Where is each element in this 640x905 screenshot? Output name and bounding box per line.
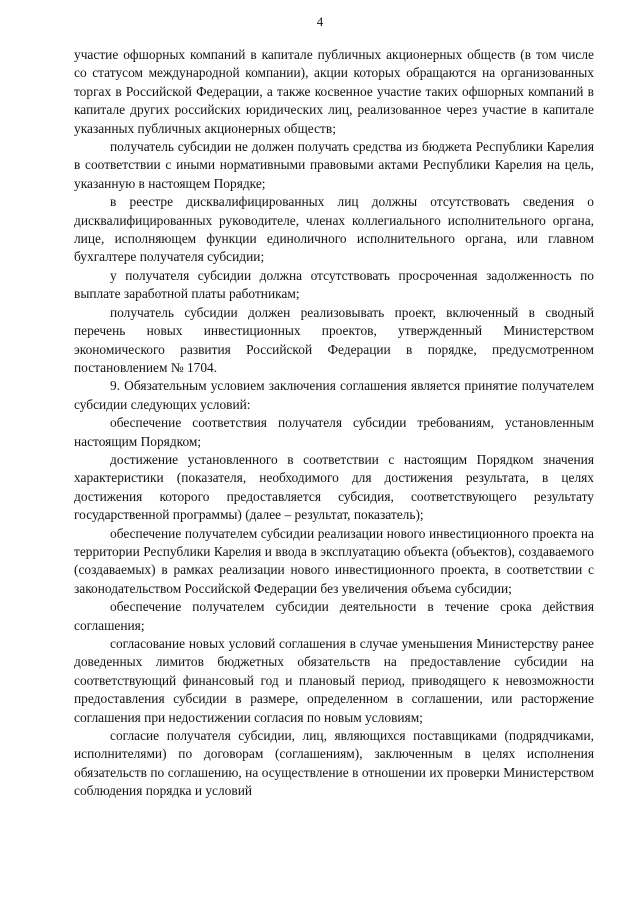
paragraph-no-wage-arrears: у получателя субсидии должна отсутствовать просроченная задолженность по выплате заработной платы работникам; (74, 267, 594, 302)
paragraph-new-conditions: согласование новых условий соглашения в случае уменьшения Министерству ранее доведенных лимитов бюджетных обязательств на предоставление субсидии на соответствующий финансовый год и плановый период, приводящего к невозможности предоставления субсидии в размере, определенном в соглашении, или расторжение соглашения при недостижении согласия по новым условиям; (74, 636, 594, 725)
paragraph-clause-9: 9. Обязательным условием заключения соглашения является принятие получателем субсидии следующих условий: (74, 378, 594, 412)
paragraph-offshore-participation: участие офшорных компаний в капитале публичных акционерных обществ (в том числе со статусом международной компании), акции которых обращаются на организованных торгах в Российской Федерации, а также косвенное участие таких офшорных компаний в капитале других российских юридических лиц, реализованное через участие в капитале указанных публичных акционерных обществ; (74, 47, 594, 136)
document-body (74, 46, 594, 801)
paragraph-investment-project: получатель субсидии должен реализовывать проект, включенный в сводный перечень новых инвестиционных проектов, утвержденный Министерством экономического развития Российской Федерации в порядке, предусмотренном постановлением № 1704. (74, 304, 594, 375)
paragraph-project-implementation: обеспечение получателем субсидии реализации нового инвестиционного проекта на территории Республики Карелия и ввода в эксплуатацию объекта (объектов), создаваемого (создаваемых) в рамках реализации нового инвестиционного проекта, в соответствии с законодательством Российской Федерации без увеличения объема субсидии; (74, 525, 594, 596)
paragraph-consent-inspection: согласие получателя субсидии, лиц, являющихся поставщиками (подрядчиками, исполнителями) по договорам (соглашениям), заключенным в целях исполнения обязательств по соглашению, на осуществление в отношении их проверки Министерством соблюдения порядка и условий (74, 728, 594, 799)
paragraph-no-budget-funds: получатель субсидии не должен получать средства из бюджета Республики Карелия в соответствии с иными нормативными правовыми актами Республики Карелия на цель, указанную в настоящем Порядке; (74, 139, 594, 191)
paragraph-result-indicator: достижение установленного в соответствии с настоящим Порядком значения характеристики (показателя, необходимого для достижения результата, в целях достижения которого предоставляется субсидия, соответствующего результату государственной программы) (далее – результат, показатель); (74, 451, 594, 523)
paragraph-compliance: обеспечение соответствия получателя субсидии требованиям, установленным настоящим Порядком; (74, 415, 594, 449)
paragraph-activity-term: обеспечение получателем субсидии деятельности в течение срока действия соглашения; (74, 599, 594, 633)
page-number: 4 (316, 14, 324, 29)
paragraph-disqualified-persons: в реестре дисквалифицированных лиц должны отсутствовать сведения о дисквалифицированных руководителе, членах коллегиального исполнительного органа, лице, исполняющем функции единоличного исполнительного органа, или главном бухгалтере получателя субсидии; (74, 194, 594, 265)
